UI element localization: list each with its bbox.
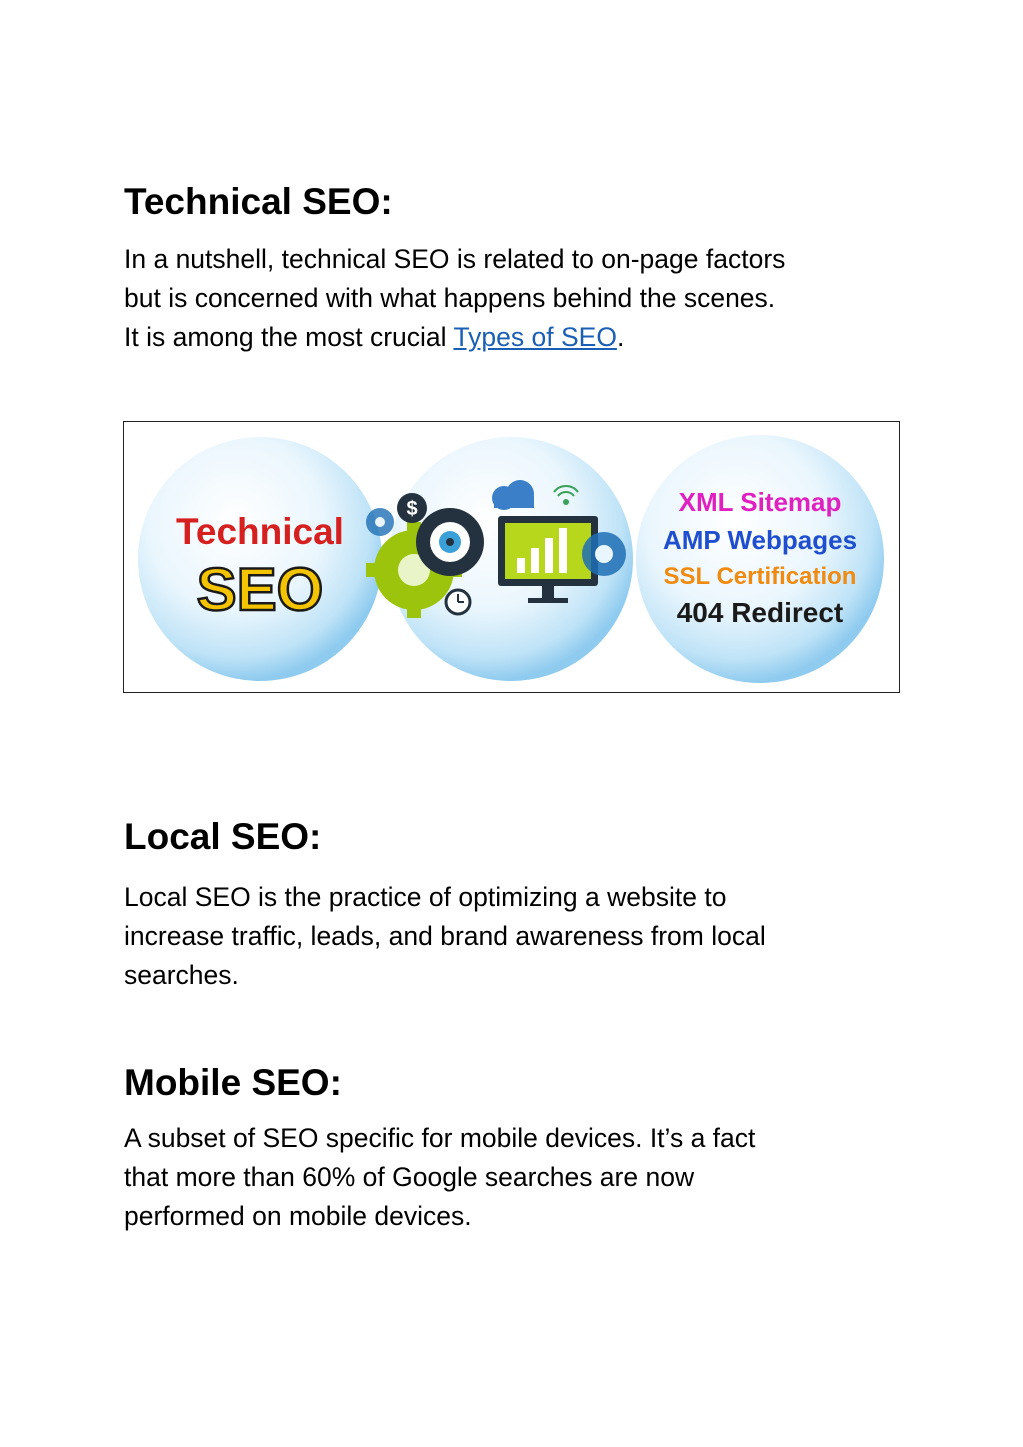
illustration-svg	[124, 422, 899, 692]
404-redirect-label: 404 Redirect	[676, 597, 844, 628]
bubble-technical-label: Technical	[176, 511, 344, 552]
text-line: A subset of SEO specific for mobile devices. It’s a fact	[124, 1123, 756, 1153]
text-line: increase traffic, leads, and brand awareness from local	[124, 921, 766, 951]
gear-icon	[366, 508, 394, 536]
target-icon	[416, 508, 484, 576]
paragraph-technical-seo	[124, 240, 924, 357]
types-of-seo-link[interactable]: Types of SEO	[453, 322, 617, 352]
text-line: searches.	[124, 960, 239, 990]
paragraph-mobile-seo	[124, 1119, 924, 1236]
paragraph-local-seo	[124, 878, 924, 995]
technical-seo-illustration	[123, 421, 900, 693]
text-line: Local SEO is the practice of optimizing a website to	[124, 882, 727, 912]
gear-icon	[582, 532, 626, 576]
xml-sitemap-label: XML Sitemap	[678, 487, 842, 517]
heading-technical-seo: Technical SEO:	[124, 181, 393, 222]
text-line: that more than 60% of Google searches are now	[124, 1162, 695, 1192]
text-line: but is concerned with what happens behind the scenes.	[124, 283, 776, 313]
right-bubble	[636, 435, 884, 683]
heading-local-seo: Local SEO:	[124, 816, 322, 857]
text-line-with-link	[124, 318, 924, 357]
text-fragment: It is among the most crucial	[124, 322, 454, 352]
text-line: In a nutshell, technical SEO is related to on-page factors	[124, 244, 786, 274]
clock-icon	[446, 590, 470, 614]
dollar-icon	[397, 493, 427, 523]
text-fragment: .	[616, 322, 625, 352]
amp-webpages-label: AMP Webpages	[662, 525, 858, 555]
ssl-certification-label: SSL Certification	[663, 563, 857, 590]
heading-mobile-seo: Mobile SEO:	[124, 1062, 342, 1103]
text-line: performed on mobile devices.	[124, 1201, 472, 1231]
bubble-seo-label: SEO	[196, 556, 324, 623]
svg-text:$: $	[406, 498, 418, 520]
